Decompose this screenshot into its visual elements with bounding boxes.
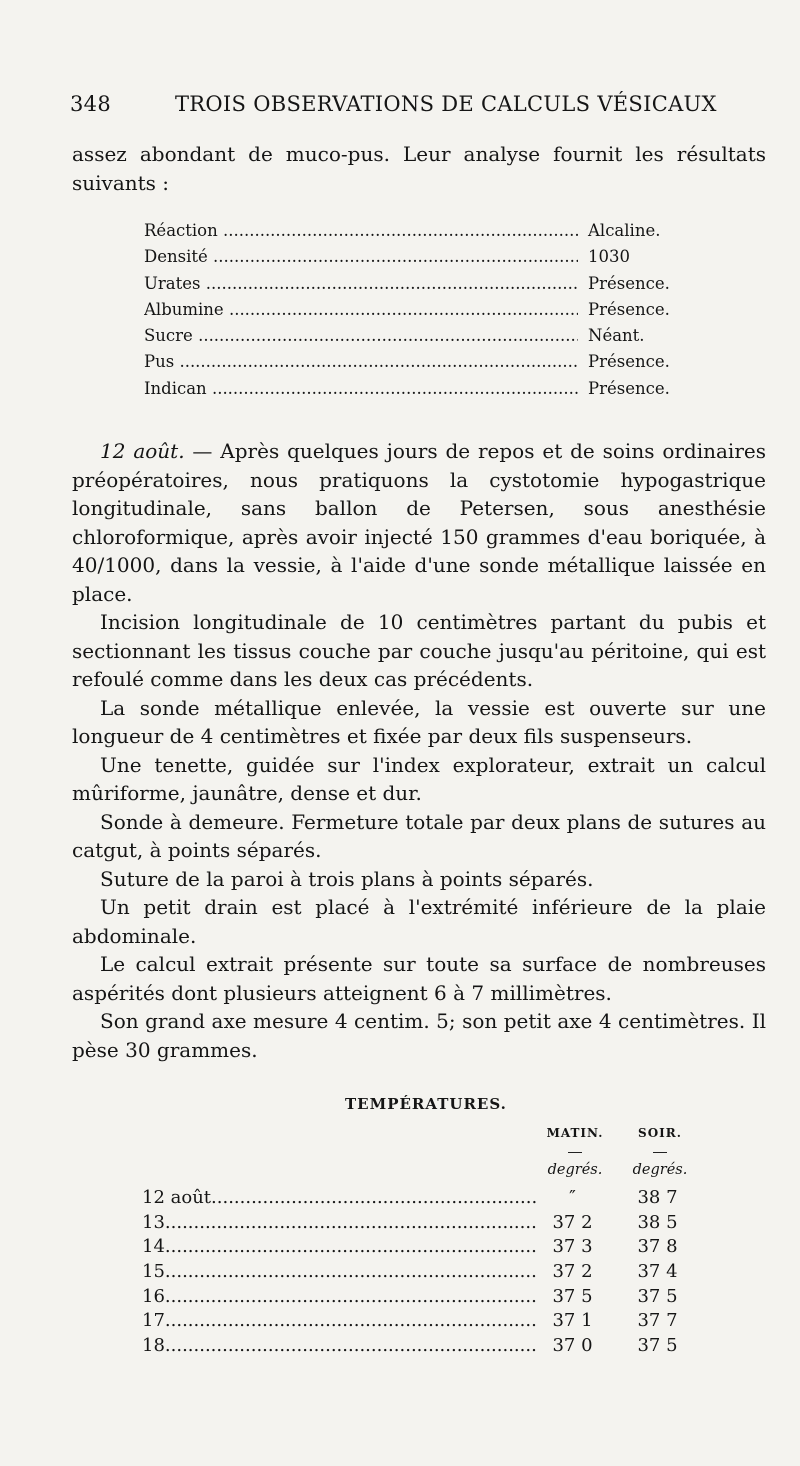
evening-cell: 38 7 — [637, 1187, 678, 1208]
day-cell: 16 ..... — [142, 1285, 537, 1310]
table-row — [142, 1334, 702, 1359]
morning-cell: ″ — [569, 1187, 576, 1208]
analysis-row — [144, 297, 684, 323]
analysis-label: Indican ..... — [144, 376, 578, 402]
day-cell: 12 août ..... — [142, 1186, 537, 1211]
table-row — [142, 1186, 702, 1211]
analysis-value: Néant. — [588, 326, 645, 346]
analysis-label: Sucre ..... — [144, 323, 578, 349]
running-title: TROIS OBSERVATIONS DE CALCULS VÉSICAUX — [175, 92, 717, 116]
body-paragraph: Le calcul extrait présente sur toute sa surface de nombreuses aspérités dont plusieurs atteignent 6 à 7 millimètres. — [72, 952, 766, 1005]
unit-morning: degrés. — [547, 1162, 603, 1178]
column-header-morning: MATIN. — [546, 1126, 604, 1140]
table-row — [142, 1260, 702, 1285]
evening-cell: 37 8 — [637, 1236, 678, 1258]
table-row — [142, 1235, 702, 1260]
temperature-table-title: TEMPÉRATURES. — [345, 1095, 507, 1113]
body-paragraph: Sonde à demeure. Fermeture totale par deux plans de sutures au catgut, à points séparés. — [72, 809, 766, 862]
column-rule — [653, 1152, 667, 1153]
day-cell: 17 ..... — [142, 1309, 537, 1334]
evening-cell: 37 5 — [637, 1335, 678, 1357]
table-row — [142, 1285, 702, 1310]
analysis-label: Densité ..... — [144, 244, 578, 270]
day-cell: 15 ..... — [142, 1260, 537, 1285]
body-paragraph: 12 août. — Après quelques jours de repos et de soins ordinaires préopératoires, nous pratiquons la cystotomie hypogastrique longitudinale, sans ballon de Petersen, sous anesthésie chloroformique, après avoir injecté 150 grammes d'eau boriquée, à 40/1000, dans la vessie, à l'aide d'une sonde métallique laissée en place. — [72, 439, 766, 606]
day-cell: 13 ..... — [142, 1211, 537, 1236]
body-paragraph: Suture de la paroi à trois plans à points séparés. — [100, 866, 594, 891]
page-number: 348 — [70, 92, 111, 116]
evening-cell: 37 4 — [637, 1261, 678, 1283]
intro-paragraph: assez abondant de muco-pus. Leur analyse fournit les résultats suivants : — [72, 142, 766, 195]
analysis-row — [144, 323, 684, 349]
analysis-value: Présence. — [588, 273, 670, 293]
analysis-value: Présence. — [588, 378, 670, 398]
analysis-row — [144, 218, 684, 244]
analysis-row — [144, 244, 684, 270]
morning-cell: 37 1 — [552, 1310, 593, 1332]
analysis-row — [144, 271, 684, 297]
paragraph-date: 12 août. — [100, 439, 185, 463]
unit-evening: degrés. — [632, 1162, 688, 1178]
table-row — [142, 1211, 702, 1236]
evening-cell: 37 5 — [637, 1285, 678, 1307]
morning-cell: 37 5 — [552, 1285, 593, 1307]
evening-cell: 37 7 — [637, 1310, 678, 1332]
morning-cell: 37 2 — [552, 1261, 593, 1283]
temperature-table — [142, 1186, 702, 1359]
morning-cell: 37 3 — [552, 1236, 593, 1258]
morning-cell: 37 2 — [552, 1211, 593, 1233]
day-cell: 18 ..... — [142, 1334, 537, 1359]
column-rule — [568, 1152, 582, 1153]
column-header-evening: SOIR. — [638, 1126, 682, 1140]
operation-report — [72, 437, 766, 1064]
intro-text — [72, 140, 766, 197]
body-paragraph: Un petit drain est placé à l'extrémité inférieure de la plaie abdominale. — [72, 895, 766, 948]
analysis-value: 1030 — [588, 247, 630, 267]
analysis-row — [144, 349, 684, 375]
body-paragraph: La sonde métallique enlevée, la vessie est ouverte sur une longueur de 4 centimètres et fixée par deux fils suspenseurs. — [72, 695, 766, 748]
evening-cell: 38 5 — [637, 1211, 678, 1233]
analysis-value: Présence. — [588, 352, 670, 372]
analysis-label: Albumine ..... — [144, 297, 578, 323]
morning-cell: 37 0 — [552, 1335, 593, 1357]
analysis-row — [144, 376, 684, 402]
day-cell: 14 ..... — [142, 1235, 537, 1260]
analysis-label: Réaction ..... — [144, 218, 578, 244]
analysis-value: Alcaline. — [588, 221, 661, 240]
body-paragraph: Son grand axe mesure 4 centim. 5; son petit axe 4 centimètres. Il pèse 30 grammes. — [72, 1009, 766, 1062]
urine-analysis-table — [144, 218, 684, 402]
body-paragraph: Une tenette, guidée sur l'index explorateur, extrait un calcul mûriforme, jaunâtre, dense et dur. — [72, 752, 766, 805]
analysis-label: Pus ..... — [144, 349, 578, 375]
analysis-value: Présence. — [588, 299, 670, 319]
body-paragraph: Incision longitudinale de 10 centimètres partant du pubis et sectionnant les tissus couche par couche jusqu'au péritoine, qui est refoulé comme dans les deux cas précédents. — [72, 610, 766, 691]
table-row — [142, 1309, 702, 1334]
analysis-label: Urates ..... — [144, 271, 578, 297]
